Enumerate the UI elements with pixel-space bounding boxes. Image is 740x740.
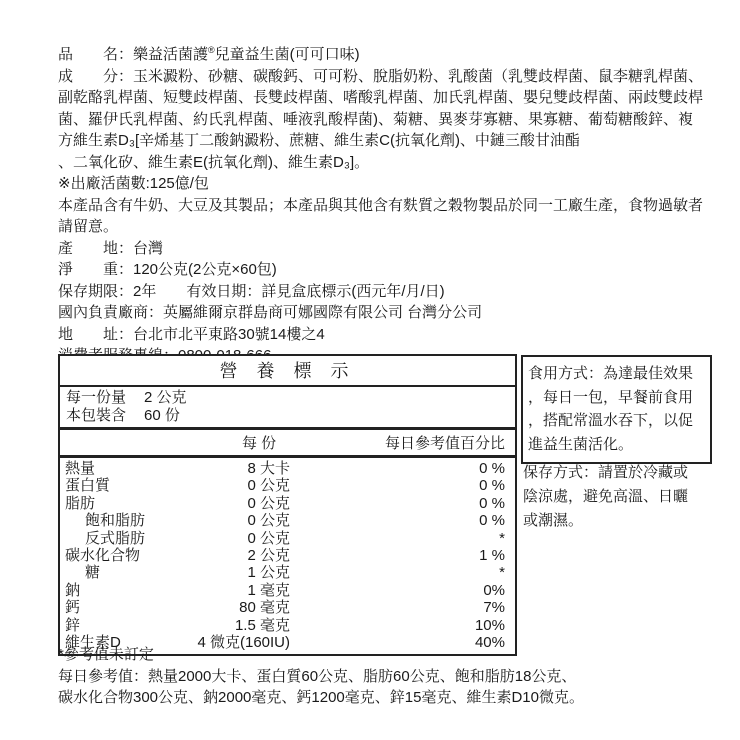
product-name-prefix: 品 名：樂益活菌護 xyxy=(58,46,209,63)
servings-per-pack-value: 60 份 xyxy=(144,407,180,424)
usage-line: ，搭配常溫水吞下，以促 xyxy=(528,412,694,429)
nutrient-dv: * xyxy=(499,529,505,547)
nutrient-dv: 7% xyxy=(483,599,505,617)
dv-asterisk-note: *參考值未訂定 xyxy=(58,646,154,663)
nutrition-column-headers xyxy=(60,427,515,458)
nutrient-amount: 4 微克(160IU) xyxy=(197,634,290,652)
nutrient-name: 鋅 xyxy=(65,616,81,634)
nutrient-name: 脂肪 xyxy=(65,494,96,512)
info-line: 副乾酪乳桿菌、短雙歧桿菌、長雙歧桿菌、嗜酸乳桿菌、加氏乳桿菌、嬰兒雙歧桿菌、兩歧雙歧桿 xyxy=(58,89,704,106)
origin-line: 產 地：台灣 xyxy=(58,239,164,257)
storage-line: 或潮濕。 xyxy=(523,512,584,529)
nutrient-dv: 0 % xyxy=(479,460,505,477)
nutrient-amount: 2 公克 xyxy=(247,547,290,565)
address-line: 地 址：台北市北平東路30號14樓之4 xyxy=(58,325,325,343)
nutrient-dv: 0% xyxy=(483,581,505,599)
serving-size-row xyxy=(66,389,515,407)
storage-line: 保存方式：請置於冷藏或 xyxy=(523,464,689,481)
per-serving-header: 每 份 xyxy=(242,435,277,452)
nutrient-amount: 1 毫克 xyxy=(247,581,290,599)
shelf-life-line: 保存期限：2年 有效日期：詳見盒底標示(西元年/月/日) xyxy=(58,282,445,300)
nutrient-name: 維生素D xyxy=(65,634,121,652)
nutrient-name: 糖 xyxy=(85,564,101,582)
nutrient-amount: 0 公克 xyxy=(247,494,290,512)
nutrition-row xyxy=(60,617,515,634)
dv-reference-line-cont: 碳水化合物300公克、鈉2000毫克、鈣1200毫克、鋅15毫克、維生素D10微克。 xyxy=(58,689,584,706)
nutrient-name: 反式脂肪 xyxy=(85,529,146,547)
nutrition-row xyxy=(60,477,515,494)
servings-per-pack-row xyxy=(66,407,515,425)
product-name-line xyxy=(58,44,718,66)
nutrient-amount: 0 公克 xyxy=(247,512,290,530)
net-weight-line: 淨 重：120公克(2公克×60包) xyxy=(58,261,277,278)
servings-per-pack-label: 本包裝含 xyxy=(66,407,127,424)
product-info xyxy=(58,44,718,367)
serving-size-label: 每一份量 xyxy=(66,389,127,406)
daily-value-footnotes xyxy=(58,644,584,709)
info-line: 方維生素D₃[辛烯基丁二酸鈉澱粉、蔗糖、維生素C(抗氧化劑)、中鏈三酸甘油酯 xyxy=(58,132,580,149)
nutrition-row xyxy=(60,564,515,581)
nutrition-row xyxy=(60,599,515,616)
product-name-suffix: 兒童益生菌(可可口味) xyxy=(214,46,360,63)
nutrition-row xyxy=(60,547,515,564)
daily-value-header: 每日參考值百分比 xyxy=(384,435,505,452)
nutrient-amount: 0 公克 xyxy=(247,477,290,495)
nutrient-name: 碳水化合物 xyxy=(65,547,141,565)
serving-size-value: 2 公克 xyxy=(144,389,187,406)
serving-info xyxy=(60,387,515,427)
nutrient-amount: 8 大卡 xyxy=(247,460,290,477)
live-culture-count-line: ※出廠活菌數:125億/包 xyxy=(58,175,209,192)
nutrient-name: 飽和脂肪 xyxy=(85,512,146,530)
nutrient-dv: 1 % xyxy=(479,547,505,565)
nutrition-row xyxy=(60,582,515,599)
nutrient-dv: 0 % xyxy=(479,477,505,495)
info-line: 、二氧化矽、維生素E(抗氧化劑)、維生素D₃]。 xyxy=(58,153,370,171)
nutrition-row xyxy=(60,495,515,512)
usage-instructions-box xyxy=(521,355,712,464)
distributor-line: 國內負責廠商：英屬維爾京群島商可娜國際有限公司 台灣分公司 xyxy=(58,304,483,321)
nutrient-name: 蛋白質 xyxy=(65,477,111,495)
storage-instructions xyxy=(523,461,708,533)
allergen-line-cont: 請留意。 xyxy=(58,218,119,235)
nutrient-name: 鈣 xyxy=(65,599,81,617)
nutrient-name: 鈉 xyxy=(65,581,81,599)
nutrient-amount: 1 公克 xyxy=(247,564,290,582)
nutrition-rows xyxy=(60,458,515,654)
nutrient-dv: 0 % xyxy=(479,494,505,512)
nutrient-dv: 40% xyxy=(474,634,505,652)
nutrition-table xyxy=(58,354,517,656)
usage-line: 食用方式：為達最佳效果 xyxy=(528,365,694,382)
nutrition-row xyxy=(60,512,515,529)
nutrient-amount: 0 公克 xyxy=(247,529,290,547)
nutrient-dv: * xyxy=(499,564,505,582)
nutrient-name: 熱量 xyxy=(65,460,96,477)
nutrition-row xyxy=(60,460,515,477)
info-line: 成 分：玉米澱粉、砂糖、碳酸鈣、可可粉、脫脂奶粉、乳酸菌（乳雙歧桿菌、鼠李糖乳桿菌、 xyxy=(58,67,704,85)
nutrient-dv: 10% xyxy=(474,616,505,634)
registered-trademark-mark: ® xyxy=(208,45,215,55)
usage-line: 進益生菌活化。 xyxy=(528,435,634,453)
usage-line: ，每日一包，早餐前食用 xyxy=(528,388,694,406)
storage-line: 陰涼處，避免高溫、日曬 xyxy=(523,488,689,505)
info-line: 菌、羅伊氏乳桿菌、約氏乳桿菌、唾液乳酸桿菌)、菊糖、異麥芽寡糖、果寡糖、葡萄糖酸鋅、複 xyxy=(58,110,693,128)
nutrition-table-title: 營 養 標 示 xyxy=(60,356,515,387)
nutrient-dv: 0 % xyxy=(479,512,505,530)
nutrition-row xyxy=(60,530,515,547)
nutrient-amount: 1.5 毫克 xyxy=(234,616,290,634)
dv-reference-line: 每日參考值：熱量2000大卡、蛋白質60公克、脂肪60公克、飽和脂肪18公克、 xyxy=(58,667,577,685)
nutrient-amount: 80 毫克 xyxy=(239,599,290,617)
allergen-line: 本產品含有牛奶、大豆及其製品；本產品與其他含有麩質之穀物製品於同一工廠生產，食物過敏者 xyxy=(58,196,704,214)
